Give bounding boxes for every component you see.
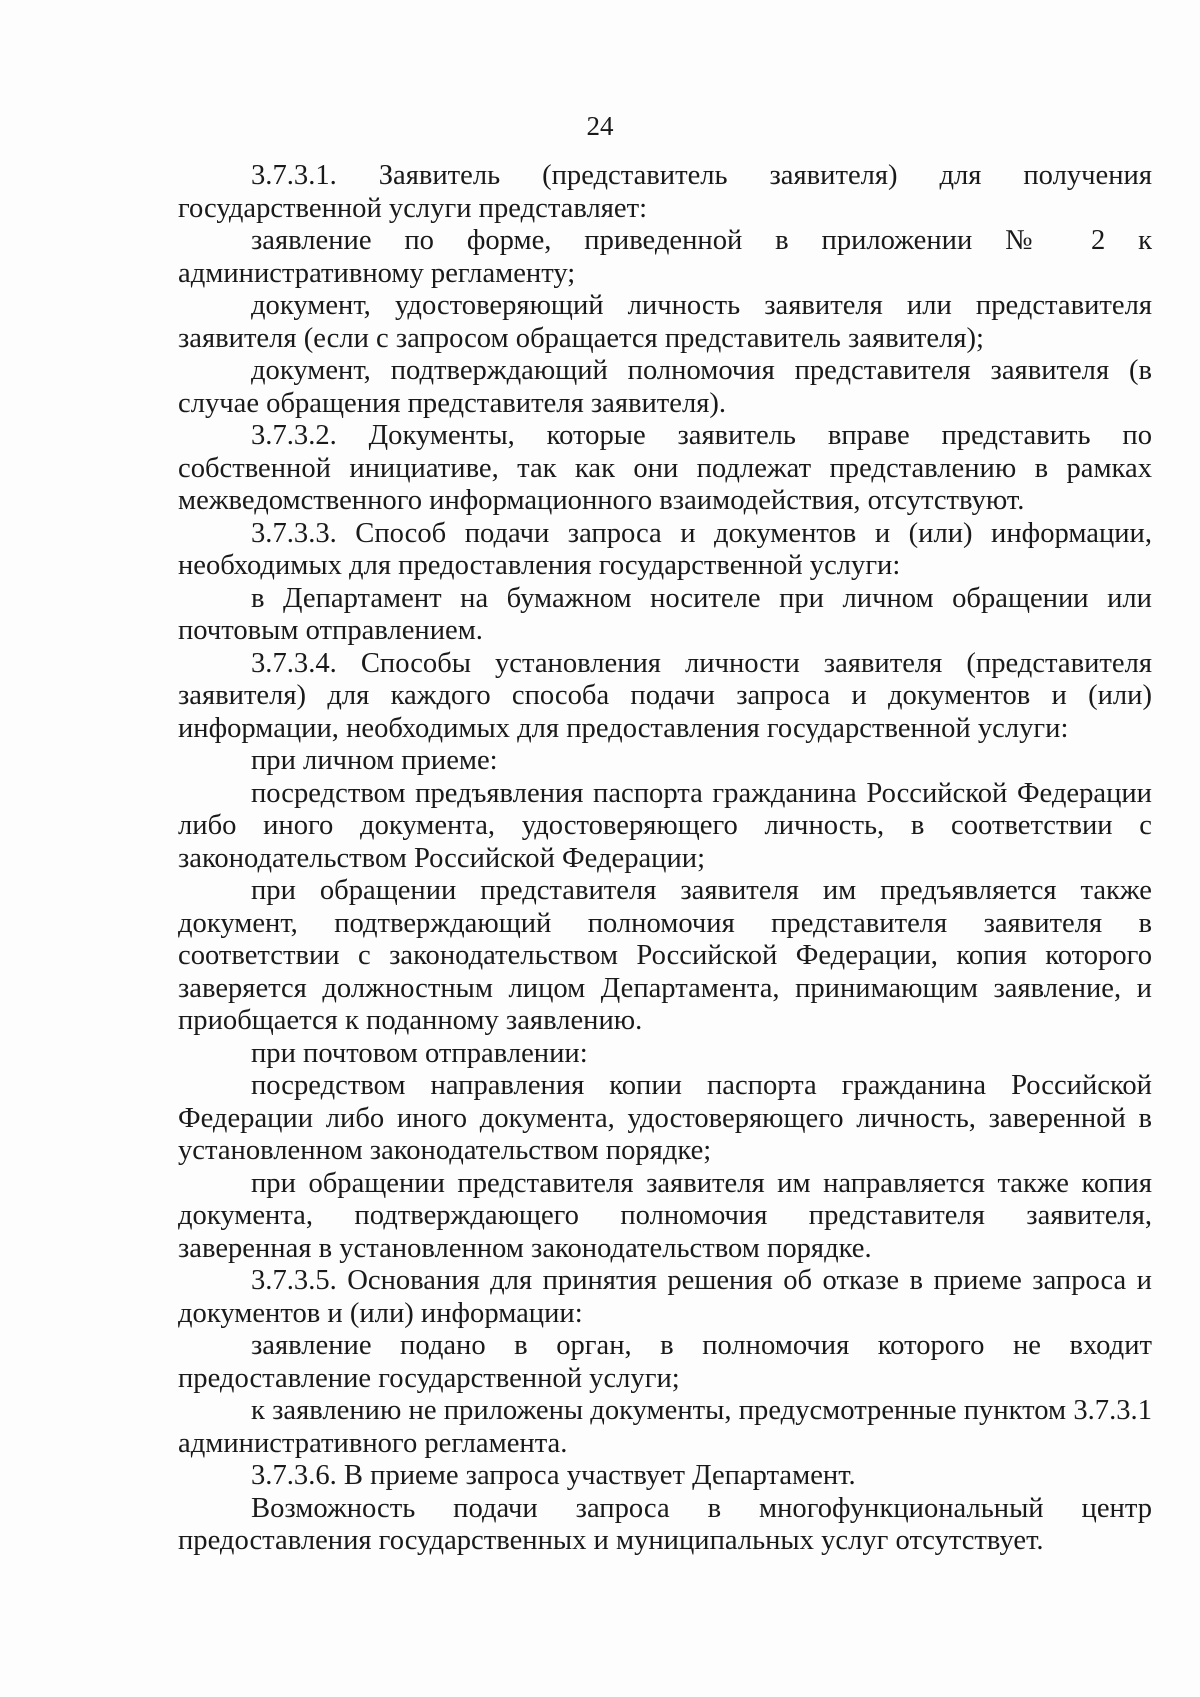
- paragraph-authority-document: документ, подтверждающий полномочия представителя заявителя (в случае обращения представителя заявителя).: [178, 355, 1152, 419]
- paragraph-representative-in-person: при обращении представителя заявителя им предъявляется также документ, подтверждающий полномочия представителя заявителя в соответствии с законодательством Российской Федерации, копия которого заверяется должностным лицом Департамента, принимающим заявление, и приобщается к поданному заявлению.: [178, 875, 1152, 1036]
- paragraph-application-form: заявление по форме, приведенной в приложении № 2 к административному регламенту;: [178, 225, 1152, 289]
- paragraph-3-7-3-4: 3.7.3.4. Способы установления личности заявителя (представителя заявителя) для каждого способа подачи запроса и документов и (или) информации, необходимых для предоставления государственной услуги:: [178, 647, 1152, 744]
- paragraph-passport-copy: посредством направления копии паспорта гражданина Российской Федерации либо иного документа, удостоверяющего личность, заверенной в установленном законодательством порядке;: [178, 1070, 1152, 1166]
- paragraph-submission-method: в Департамент на бумажном носителе при личном обращении или почтовым отправлением.: [178, 582, 1152, 646]
- paragraph-passport-presentation: посредством предъявления паспорта гражданина Российской Федерации либо иного документа, удостоверяющего личность, в соответствии с законодательством Российской Федерации;: [178, 777, 1152, 874]
- document-body: [178, 160, 1152, 1558]
- page-number: 24: [586, 111, 614, 141]
- paragraph-3-7-3-2: 3.7.3.2. Документы, которые заявитель вправе представить по собственной инициативе, так как они подлежат представлению в рамках межведомственного информационного взаимодействия, отсутствуют.: [178, 420, 1152, 516]
- paragraph-3-7-3-3: 3.7.3.3. Способ подачи запроса и документов и (или) информации, необходимых для предоставления государственной услуги:: [178, 517, 1152, 581]
- paragraph-wrong-authority: заявление подано в орган, в полномочия которого не входит предоставление государственной услуги;: [178, 1330, 1152, 1394]
- paragraph-identity-document: документ, удостоверяющий личность заявителя или представителя заявителя (если с запросом обращается представитель заявителя);: [178, 290, 1152, 354]
- paragraph-in-person: при личном приеме:: [251, 745, 498, 776]
- paragraph-3-7-3-5: 3.7.3.5. Основания для принятия решения об отказе в приеме запроса и документов и (или) информации:: [178, 1265, 1152, 1329]
- paragraph-3-7-3-1: 3.7.3.1. Заявитель (представитель заявителя) для получения государственной услуги представляет:: [178, 160, 1152, 224]
- paragraph-missing-documents: к заявлению не приложены документы, предусмотренные пунктом 3.7.3.1 административного регламента.: [178, 1395, 1152, 1459]
- paragraph-mfc-unavailable: Возможность подачи запроса в многофункциональный центр предоставления государственных и муниципальных услуг отсутствует.: [178, 1492, 1152, 1556]
- paragraph-representative-by-mail: при обращении представителя заявителя им направляется также копия документа, подтверждающего полномочия представителя заявителя, заверенная в установленном законодательством порядке.: [178, 1167, 1152, 1264]
- paragraph-by-mail: при почтовом отправлении:: [251, 1037, 588, 1069]
- paragraph-3-7-3-6: 3.7.3.6. В приеме запроса участвует Департамент.: [251, 1460, 856, 1491]
